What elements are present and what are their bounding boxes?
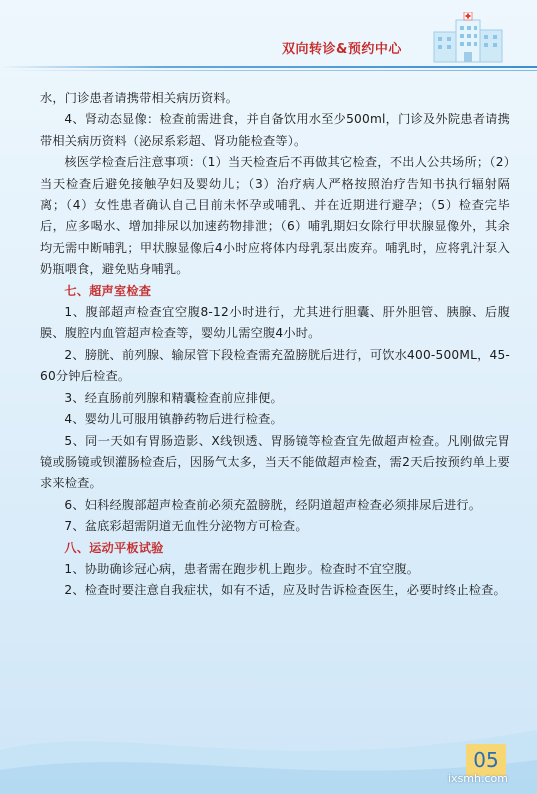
list-item: 6、妇科经腹部超声检查前必须充盈膀胱，经阴道超声检查必须排尿后进行。 bbox=[64, 497, 482, 512]
list-item: 5、同一天如有胃肠造影、X线钡透、胃肠镜等检查宜先做超声检查。凡刚做完胃镜或肠镜或钡灌肠检查后，因肠气太多，当天不能做超声检查，需2天后按预约单上要求来检查。 bbox=[40, 433, 510, 491]
section-heading-ultrasound: 七、超声室检查 bbox=[64, 283, 152, 298]
list-item: 4、婴幼儿可服用镇静药物后进行检查。 bbox=[64, 412, 283, 427]
list-item: 3、经直肠前列腺和精囊检查前应排便。 bbox=[64, 390, 283, 405]
paragraph-renal-scan: 4、肾动态显像：检查前需进食，并自备饮用水至少500ml，门诊及外院患者请携带相关病历资料（泌尿系彩超、肾功能检查等）。 bbox=[40, 112, 510, 148]
list-item: 2、膀胱、前列腺、输尿管下段检查需充盈膀胱后进行，可饮水400-500ML，45-60分钟后检查。 bbox=[40, 347, 510, 384]
page-header bbox=[0, 0, 537, 86]
paragraph-nuclear-notes: 核医学检查后注意事项：（1）当天检查后不再做其它检查，不出人公共场所；（2）当天检查后避免接触孕妇及婴幼儿；（3）治疗病人严格按照治疗告知书执行辐射隔离；（4）女性患者确认自己目前未怀孕或哺乳、并在近期进行避孕；（5）检查完毕后，应多喝水、增加排尿以加速药物排泄；（6）哺乳期妇女除行甲状腺显像外，其余均无需中断哺乳；甲状腺显像后4小时应将体内母乳泵出废弃。哺乳时，应将乳汁泵入奶瓶喂食，避免贴身哺乳。 bbox=[40, 155, 510, 277]
list-item: 7、盆底彩超需阴道无血性分泌物方可检查。 bbox=[64, 519, 308, 534]
watermark: ixsmh.com bbox=[448, 772, 508, 785]
list-item: 2、检查时要注意自我症状，如有不适，应及时告诉检查医生，必要时终止检查。 bbox=[64, 583, 506, 598]
hospital-icon bbox=[428, 12, 506, 68]
header-title: 双向转诊&预约中心 bbox=[282, 42, 402, 57]
section-heading-treadmill: 八、运动平板试验 bbox=[64, 540, 164, 555]
paragraph-continued: 水，门诊患者请携带相关病历资料。 bbox=[40, 91, 239, 105]
list-item: 1、协助确诊冠心病，患者需在跑步机上跑步。检查时不宜空腹。 bbox=[64, 561, 420, 576]
document-body bbox=[40, 88, 510, 602]
header-divider-thin bbox=[0, 70, 537, 71]
page-number: 05 bbox=[473, 748, 499, 772]
list-item: 1、腹部超声检查宜空腹8-12小时进行，尤其进行胆囊、肝外胆管、胰腺、后腹膜、腹腔内血管超声检查等，婴幼儿需空腹4小时。 bbox=[40, 305, 510, 341]
